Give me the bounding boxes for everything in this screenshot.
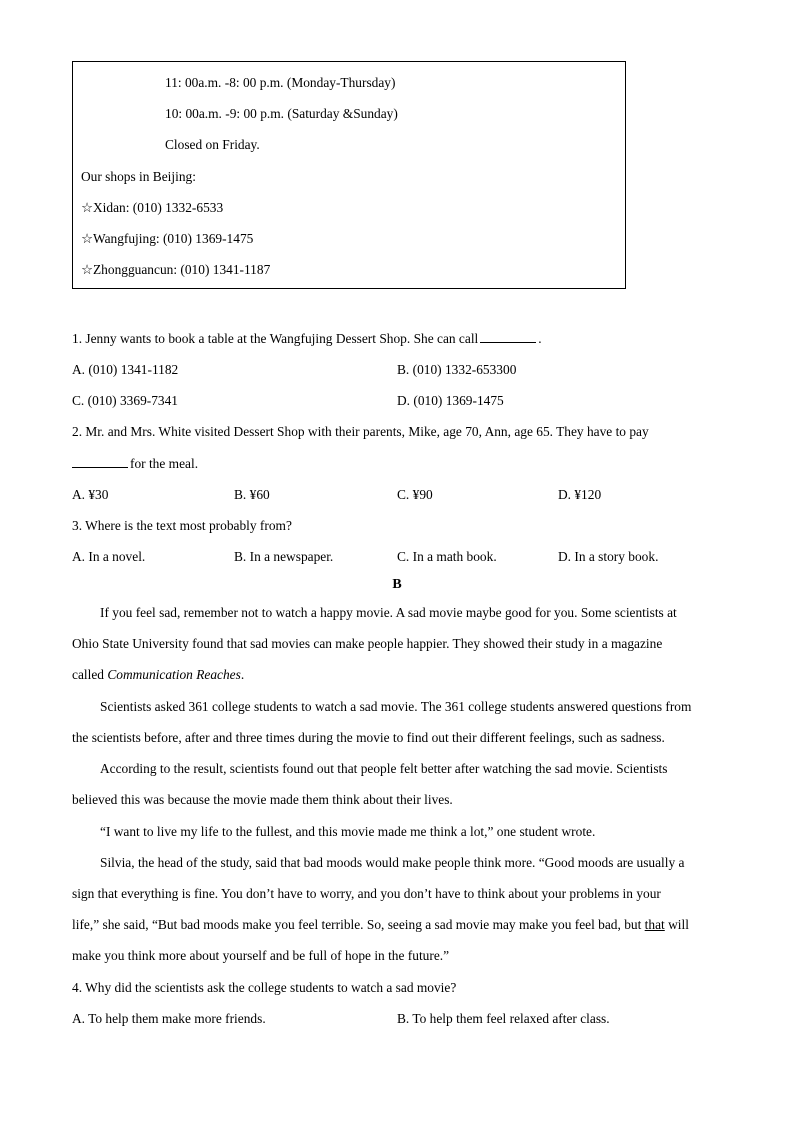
- q2-option-c: C. ¥90: [397, 487, 433, 502]
- answer-blank: [480, 330, 536, 343]
- underlined-word: that: [644, 917, 665, 932]
- passage-p1-line3: called Communication Reaches.: [72, 667, 245, 682]
- question-2-stem-cont: for the meal.: [72, 455, 198, 473]
- q3-option-c: C. In a math book.: [397, 549, 497, 564]
- passage-p4-line1: “I want to live my life to the fullest, and this movie made me think a lot,” one student wrote.: [100, 824, 596, 839]
- answer-blank: [72, 455, 128, 468]
- q1-option-c: C. (010) 3369-7341: [72, 393, 179, 408]
- shop-zhongguancun: ☆Zhongguancun: (010) 1341-1187: [81, 262, 271, 277]
- q3-option-b: B. In a newspaper.: [234, 549, 334, 564]
- magazine-title: Communication Reaches: [107, 667, 241, 682]
- question-3-stem: 3. Where is the text most probably from?: [72, 518, 292, 533]
- shop-xidan: ☆Xidan: (010) 1332-6533: [81, 200, 224, 215]
- q2-option-d: D. ¥120: [558, 487, 602, 502]
- q3-option-d: D. In a story book.: [558, 549, 659, 564]
- q1-option-d: D. (010) 1369-1475: [397, 393, 504, 408]
- shops-heading: Our shops in Beijing:: [81, 169, 196, 184]
- q1-option-b: B. (010) 1332-653300: [397, 362, 517, 377]
- passage-p2-line2: the scientists before, after and three times during the movie to find out their different feelings, such as sadness.: [72, 730, 665, 745]
- question-4-stem: 4. Why did the scientists ask the college students to watch a sad movie?: [72, 980, 457, 995]
- q2-option-b: B. ¥60: [234, 487, 270, 502]
- q4-option-a: A. To help them make more friends.: [72, 1011, 266, 1026]
- passage-p5-line1: Silvia, the head of the study, said that bad moods would make people think more. “Good moods are usually a: [100, 855, 685, 870]
- q4-option-b: B. To help them feel relaxed after class.: [397, 1011, 610, 1026]
- passage-p2-line1: Scientists asked 361 college students to watch a sad movie. The 361 college students answered questions from: [100, 699, 692, 714]
- passage-p3-line2: believed this was because the movie made them think about their lives.: [72, 792, 453, 807]
- passage-p1-line1: If you feel sad, remember not to watch a happy movie. A sad movie maybe good for you. Some scientists at: [100, 605, 677, 620]
- shop-notice-box: [72, 61, 626, 289]
- passage-p5-line4: make you think more about yourself and be full of hope in the future.”: [72, 948, 450, 963]
- hours-weekday: 11: 00a.m. -8: 00 p.m. (Monday-Thursday): [165, 75, 396, 90]
- q1-option-a: A. (010) 1341-1182: [72, 362, 179, 377]
- question-2-stem: 2. Mr. and Mrs. White visited Dessert Shop with their parents, Mike, age 70, Ann, age 65. They have to pay: [72, 424, 649, 439]
- passage-p5-line2: sign that everything is fine. You don’t have to worry, and you don’t have to think about your problems in your: [72, 886, 661, 901]
- question-1-stem: 1. Jenny wants to book a table at the Wangfujing Dessert Shop. She can call .: [72, 331, 542, 346]
- shop-wangfujing: ☆Wangfujing: (010) 1369-1475: [81, 231, 254, 246]
- passage-p5-line3: life,” she said, “But bad moods make you feel terrible. So, seeing a sad movie may make you feel bad, but that will: [72, 917, 689, 932]
- q2-option-a: A. ¥30: [72, 487, 109, 502]
- hours-closed: Closed on Friday.: [165, 137, 260, 152]
- passage-p3-line1: According to the result, scientists found out that people felt better after watching the sad movie. Scientists: [100, 761, 668, 776]
- passage-p1-line2: Ohio State University found that sad movies can make people happier. They showed their study in a magazine: [72, 636, 663, 651]
- q3-option-a: A. In a novel.: [72, 549, 146, 564]
- section-b-heading: B: [392, 577, 402, 592]
- hours-weekend: 10: 00a.m. -9: 00 p.m. (Saturday &Sunday): [165, 106, 398, 121]
